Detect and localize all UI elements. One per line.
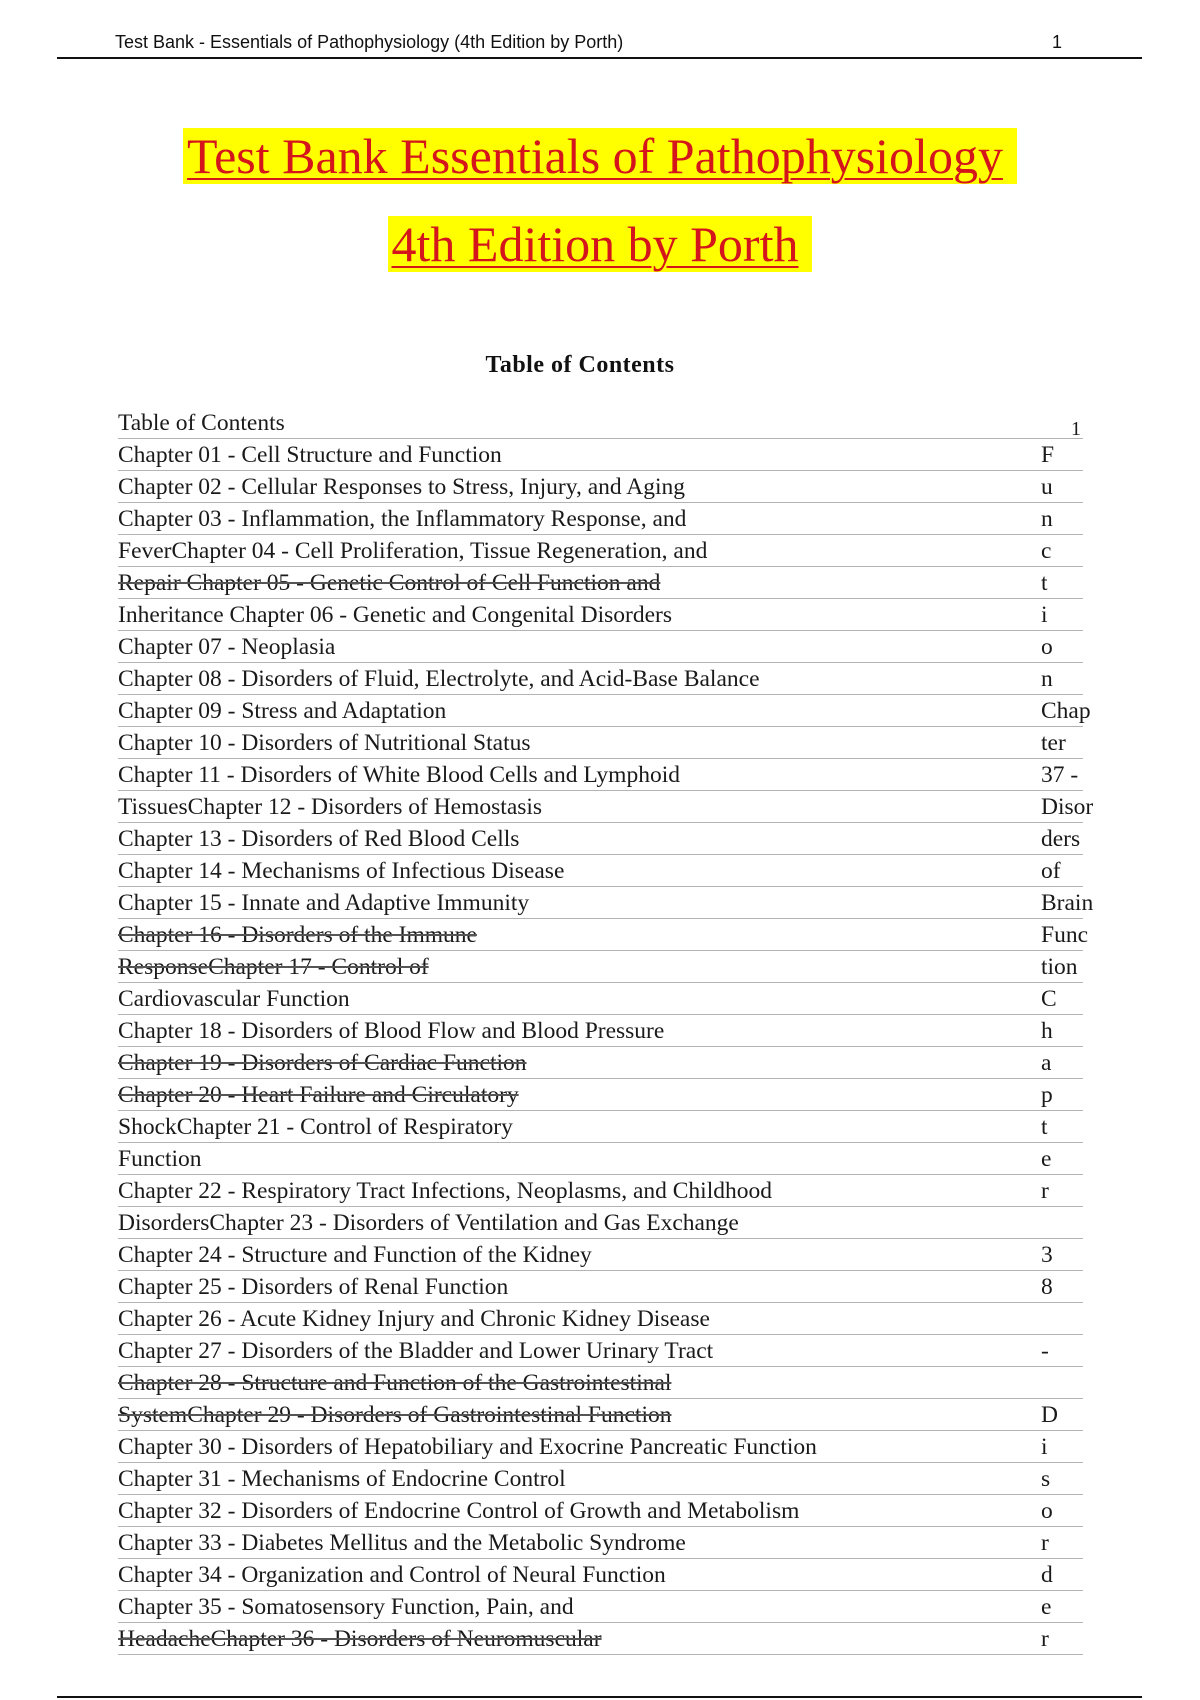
toc-heading: Table of Contents xyxy=(485,352,675,378)
toc-row[interactable] xyxy=(118,631,1083,663)
toc-entry-right-text: t xyxy=(1041,1114,1048,1140)
toc-entry-right-text: 8 xyxy=(1041,1274,1053,1300)
toc-entry-label[interactable]: Chapter 31 - Mechanisms of Endocrine Control xyxy=(118,1466,566,1492)
toc-entry-right-text: ter xyxy=(1041,730,1066,756)
toc-row[interactable] xyxy=(118,1623,1083,1655)
toc-entry-label[interactable]: Chapter 30 - Disorders of Hepatobiliary and Exocrine Pancreatic Function xyxy=(118,1434,817,1460)
toc-entry-label[interactable]: Chapter 16 - Disorders of the Immune xyxy=(118,922,477,948)
toc-entry-right-text: Brain xyxy=(1041,890,1094,916)
toc-entry-label[interactable]: Function xyxy=(118,1146,202,1172)
toc-row[interactable] xyxy=(118,1367,1083,1399)
toc-row[interactable] xyxy=(118,1271,1083,1303)
toc-entry-label[interactable]: ShockChapter 21 - Control of Respiratory xyxy=(118,1114,513,1140)
toc-row[interactable] xyxy=(118,1143,1083,1175)
toc-entry-label[interactable]: Chapter 32 - Disorders of Endocrine Control of Growth and Metabolism xyxy=(118,1498,800,1524)
toc-entry-label[interactable]: SystemChapter 29 - Disorders of Gastrointestinal Function xyxy=(118,1402,672,1428)
header-title: Test Bank - Essentials of Pathophysiology (4th Edition by Porth) xyxy=(115,32,624,52)
toc-entry-label[interactable]: Cardiovascular Function xyxy=(118,986,350,1012)
toc-entry-right-text: o xyxy=(1041,1498,1053,1524)
toc-entry-label[interactable]: Chapter 34 - Organization and Control of Neural Function xyxy=(118,1562,666,1588)
toc-entry-label[interactable]: Chapter 03 - Inflammation, the Inflammatory Response, and xyxy=(118,506,687,532)
toc-row[interactable] xyxy=(118,503,1083,535)
toc-entry-right-text: e xyxy=(1041,1594,1052,1620)
toc-entry-label[interactable]: Chapter 22 - Respiratory Tract Infections, Neoplasms, and Childhood xyxy=(118,1178,772,1204)
toc-row[interactable] xyxy=(118,663,1083,695)
toc-entry-right-text: t xyxy=(1041,570,1048,596)
toc-entry-right-text: r xyxy=(1041,1530,1049,1556)
toc-entry-label[interactable]: Chapter 14 - Mechanisms of Infectious Disease xyxy=(118,858,565,884)
toc-entry-right-text: - xyxy=(1041,1338,1049,1364)
toc-row[interactable] xyxy=(118,823,1083,855)
toc-entry-right-text: Chap xyxy=(1041,698,1091,724)
toc-row[interactable] xyxy=(118,599,1083,631)
toc-entry-right-text: h xyxy=(1041,1018,1053,1044)
toc-entry-label[interactable]: TissuesChapter 12 - Disorders of Hemostasis xyxy=(118,794,543,820)
toc-entry-right-text: i xyxy=(1041,1434,1048,1460)
toc-row[interactable] xyxy=(118,1335,1083,1367)
toc-entry-label[interactable]: Chapter 10 - Disorders of Nutritional Status xyxy=(118,730,531,756)
toc-entry-right-text: ders xyxy=(1041,826,1081,852)
toc-row[interactable] xyxy=(118,1463,1083,1495)
toc-entry-right-text: 3 xyxy=(1041,1242,1053,1268)
toc-entry-right-text: 1 xyxy=(1071,418,1081,440)
toc-entry-right-text: Func xyxy=(1041,922,1088,948)
toc-row[interactable] xyxy=(118,1559,1083,1591)
toc-entry-label[interactable]: Chapter 20 - Heart Failure and Circulatory xyxy=(118,1082,519,1108)
toc-row[interactable] xyxy=(118,1431,1083,1463)
document-title xyxy=(0,112,1200,288)
toc-row[interactable] xyxy=(118,1239,1083,1271)
toc-row[interactable] xyxy=(118,951,1083,983)
toc-row[interactable] xyxy=(118,567,1083,599)
toc-entry-right-text: d xyxy=(1041,1562,1053,1588)
toc-entry-label[interactable]: DisordersChapter 23 - Disorders of Ventilation and Gas Exchange xyxy=(118,1210,739,1236)
toc-row[interactable] xyxy=(118,1495,1083,1527)
toc-entry-right-text: tion xyxy=(1041,954,1078,980)
toc-entry-right-text: n xyxy=(1041,506,1053,532)
toc-row[interactable] xyxy=(118,695,1091,727)
toc-entry-label[interactable]: HeadacheChapter 36 - Disorders of Neuromuscular xyxy=(118,1626,602,1652)
toc-entry-right-text: e xyxy=(1041,1146,1052,1172)
toc-entry-right-text: r xyxy=(1041,1178,1049,1204)
toc-entry-right-text: p xyxy=(1041,1082,1053,1108)
toc-entry-right-text: s xyxy=(1041,1466,1051,1492)
toc-entry-right-text: F xyxy=(1041,442,1055,468)
toc-entry-right-text: r xyxy=(1041,1626,1049,1652)
toc-entry-right-text: u xyxy=(1041,474,1053,500)
toc-entry-label[interactable]: Chapter 07 - Neoplasia xyxy=(118,634,336,660)
document-title-line1: Test Bank Essentials of Pathophysiology xyxy=(183,128,1017,184)
toc-entry-label[interactable]: Chapter 27 - Disorders of the Bladder and Lower Urinary Tract xyxy=(118,1338,714,1364)
toc-entry-label[interactable]: Chapter 28 - Structure and Function of the Gastrointestinal xyxy=(118,1370,672,1396)
toc-entry-label[interactable]: Chapter 09 - Stress and Adaptation xyxy=(118,698,447,724)
toc-row[interactable] xyxy=(118,919,1088,951)
toc-entry-label[interactable]: Repair Chapter 05 - Genetic Control of Cell Function and xyxy=(118,570,661,596)
toc-entry-right-text: n xyxy=(1041,666,1053,692)
toc-row[interactable] xyxy=(118,407,1083,439)
toc-entry-label[interactable]: Chapter 19 - Disorders of Cardiac Function xyxy=(118,1050,527,1076)
toc-entry-label[interactable]: Chapter 01 - Cell Structure and Function xyxy=(118,442,502,468)
toc-entry-label[interactable]: Chapter 26 - Acute Kidney Injury and Chronic Kidney Disease xyxy=(118,1306,710,1332)
toc-row[interactable] xyxy=(118,471,1083,503)
toc-entry-label[interactable]: Table of Contents xyxy=(118,410,285,436)
toc-entry-right-text: a xyxy=(1041,1050,1052,1076)
toc-row[interactable] xyxy=(118,1303,1083,1335)
header-page-number: 1 xyxy=(1051,32,1062,52)
toc-entry-label[interactable]: Chapter 13 - Disorders of Red Blood Cells xyxy=(118,826,520,852)
toc-row[interactable] xyxy=(118,1399,1083,1431)
toc-row[interactable] xyxy=(118,983,1083,1015)
toc-row[interactable] xyxy=(118,1079,1083,1111)
toc-entry-label[interactable]: Chapter 33 - Diabetes Mellitus and the Metabolic Syndrome xyxy=(118,1530,686,1556)
toc-entry-label[interactable]: Chapter 24 - Structure and Function of the Kidney xyxy=(118,1242,592,1268)
toc-row[interactable] xyxy=(118,535,1083,567)
table-of-contents xyxy=(118,407,1094,1655)
toc-row[interactable] xyxy=(118,1015,1083,1047)
toc-entry-right-text: D xyxy=(1041,1402,1058,1428)
toc-entry-label[interactable]: Chapter 11 - Disorders of White Blood Cells and Lymphoid xyxy=(118,762,680,788)
toc-entry-right-text: o xyxy=(1041,634,1053,660)
toc-row[interactable] xyxy=(118,1175,1083,1207)
toc-row[interactable] xyxy=(118,727,1083,759)
toc-entry-label[interactable]: Chapter 18 - Disorders of Blood Flow and Blood Pressure xyxy=(118,1018,665,1044)
toc-entry-right-text: i xyxy=(1041,602,1048,628)
toc-entry-right-text: 37 - xyxy=(1041,762,1079,788)
toc-entry-label[interactable]: Chapter 15 - Innate and Adaptive Immunity xyxy=(118,890,530,916)
toc-row[interactable] xyxy=(118,439,1083,471)
toc-entry-right-text: of xyxy=(1041,858,1061,884)
toc-entry-label[interactable]: Chapter 25 - Disorders of Renal Function xyxy=(118,1274,509,1300)
toc-entry-label[interactable]: ResponseChapter 17 - Control of xyxy=(118,954,429,980)
toc-entry-label[interactable]: FeverChapter 04 - Cell Proliferation, Tissue Regeneration, and xyxy=(118,538,708,564)
toc-entry-right-text: C xyxy=(1041,986,1057,1012)
toc-entry-right-text: c xyxy=(1041,538,1052,564)
toc-row[interactable] xyxy=(118,887,1094,919)
page-header xyxy=(57,30,1142,59)
toc-row[interactable] xyxy=(118,1207,1083,1239)
toc-entry-label[interactable]: Inheritance Chapter 06 - Genetic and Congenital Disorders xyxy=(118,602,673,628)
toc-entry-label[interactable]: Chapter 02 - Cellular Responses to Stress, Injury, and Aging xyxy=(118,474,685,500)
toc-row[interactable] xyxy=(118,759,1083,791)
toc-entry-label[interactable]: Chapter 35 - Somatosensory Function, Pain, and xyxy=(118,1594,574,1620)
bottom-rule xyxy=(57,1696,1142,1698)
toc-row[interactable] xyxy=(118,1527,1083,1559)
toc-entry-label[interactable]: Chapter 08 - Disorders of Fluid, Electrolyte, and Acid-Base Balance xyxy=(118,666,760,692)
document-title-line2: 4th Edition by Porth xyxy=(388,216,813,272)
toc-row[interactable] xyxy=(118,791,1094,823)
toc-row[interactable] xyxy=(118,855,1083,887)
toc-row[interactable] xyxy=(118,1111,1083,1143)
toc-row[interactable] xyxy=(118,1047,1083,1079)
toc-row[interactable] xyxy=(118,1591,1083,1623)
toc-entry-right-text: Disor xyxy=(1041,794,1094,820)
